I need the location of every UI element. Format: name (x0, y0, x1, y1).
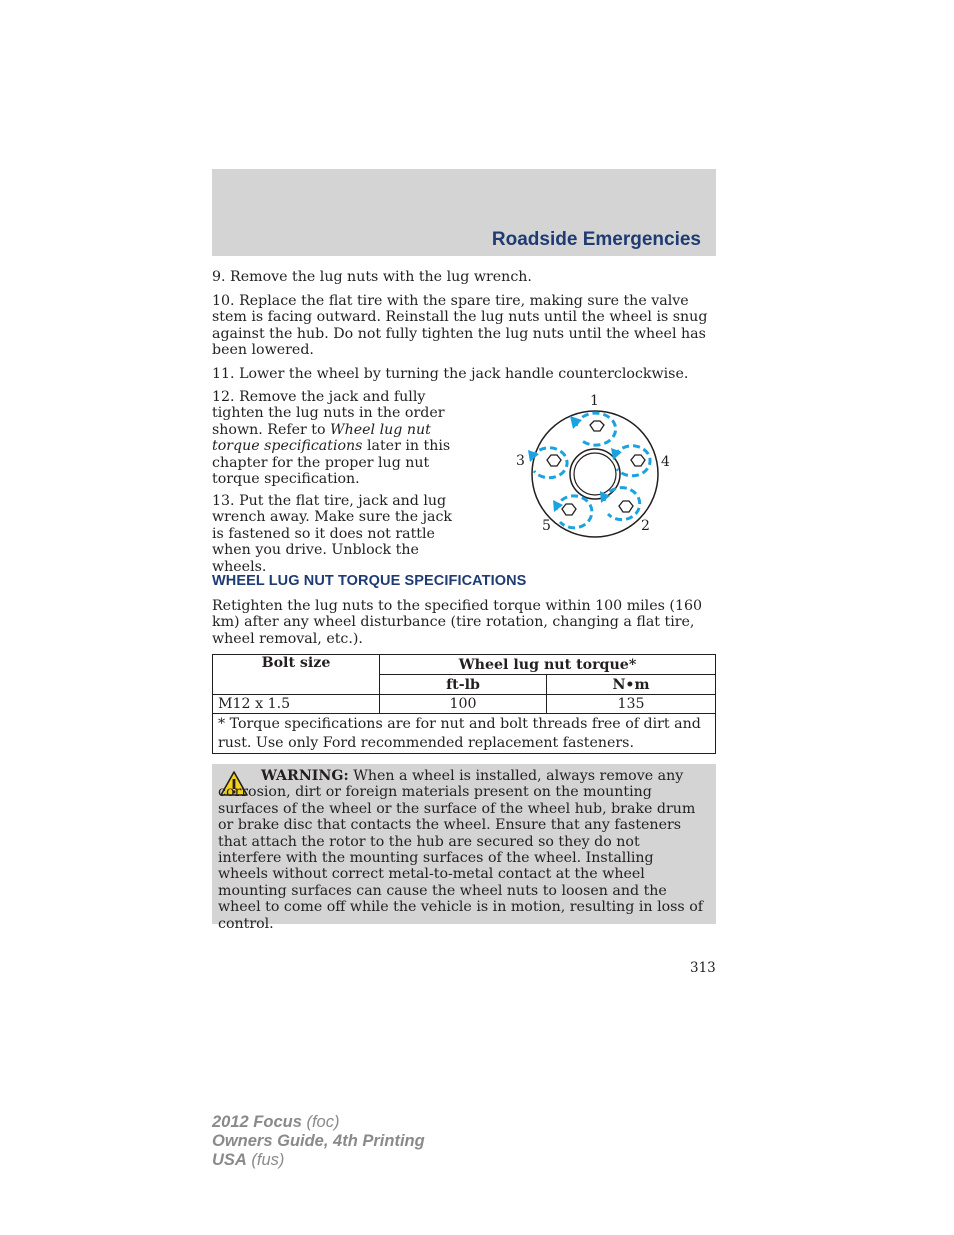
table-note: * Torque specifications are for nut and bolt threads free of dirt and rust. Use only Ford recommended replacement fasteners. (213, 714, 716, 754)
warning-body: When a wheel is installed, always remove any corrosion, dirt or foreign materials present on the mounting surfaces of the wheel or the surface of the wheel hub, brake drum or brake disc that contacts the wheel. Ensure that any fasteners that attach the rotor to the hub are secured so they do not interfere with the mounting surfaces of the wheel. Installing wheels without correct metal-to-metal contact at the wheel mounting surfaces can cause the wheel nuts to loosen and the wheel to come off while the vehicle is in motion, resulting in loss of control. (218, 768, 704, 932)
lug-nut-4 (631, 455, 645, 466)
header-torque: Wheel lug nut torque* (380, 655, 716, 675)
lug-nut-3 (547, 455, 561, 466)
footer-model: 2012 Focus (212, 1113, 302, 1131)
torque-spec-table (212, 654, 716, 754)
table-header-row (213, 655, 716, 675)
warning-text (218, 768, 704, 932)
footer-line-3 (212, 1151, 425, 1170)
label-5: 5 (542, 518, 551, 534)
warning-label: WARNING: (261, 768, 349, 784)
cell-ft-lb: 100 (380, 695, 547, 714)
footer-market-code: (fus) (246, 1151, 285, 1169)
step-9: 9. Remove the lug nuts with the lug wrench. (212, 269, 532, 285)
arrow-heads (528, 416, 622, 512)
step-12-text-b: later in this chapter for the proper lug nut torque specification. (212, 438, 451, 488)
table-row (213, 695, 716, 714)
footer-line-2 (212, 1132, 425, 1151)
section-header-bar (212, 169, 716, 256)
step-13: 13. Put the flat tire, jack and lug wrench away. Make sure the jack is fastened so it does not rattle when you drive. Unblock the wheels. (212, 493, 453, 575)
footer-line-1 (212, 1113, 425, 1132)
label-2: 2 (641, 518, 650, 534)
step-10: 10. Replace the flat tire with the spare tire, making sure the valve stem is facing outward. Reinstall the lug nuts until the wheel is snug against the hub. Do not fully tighten the lug nuts until the wheel has been lowered. (212, 293, 708, 359)
step-12-text-a: 12. Remove the jack and fully tighten the lug nuts in the order shown. Refer to (212, 389, 445, 438)
lug-nut-2 (619, 501, 633, 512)
lug-nut-1 (590, 421, 604, 431)
header-ft-lb: ft-lb (380, 675, 547, 695)
footer-market: USA (212, 1151, 247, 1169)
header-nm: N•m (547, 675, 716, 695)
step-12-reference: Wheel lug nut torque specifications (212, 421, 431, 455)
lug-nut-5 (562, 504, 576, 515)
cell-nm: 135 (547, 695, 716, 714)
lug-nut-order-diagram (508, 388, 683, 540)
table-note-row (213, 714, 716, 754)
label-1: 1 (590, 393, 599, 409)
label-3: 3 (516, 453, 525, 469)
footer-guide: Owners Guide, 4th Printing (212, 1132, 425, 1150)
section-heading: WHEEL LUG NUT TORQUE SPECIFICATIONS (212, 573, 527, 589)
footer (212, 1113, 425, 1170)
label-4: 4 (661, 454, 670, 470)
hub-inner (574, 453, 616, 495)
warning-box (212, 764, 716, 932)
cell-bolt-size: M12 x 1.5 (213, 695, 380, 714)
section-title: Roadside Emergencies (491, 229, 701, 250)
step-11: 11. Lower the wheel by turning the jack handle counterclockwise. (212, 366, 689, 382)
page-number: 313 (690, 960, 716, 976)
section-intro: Retighten the lug nuts to the specified torque within 100 miles (160 km) after any wheel disturbance (tire rotation, changing a flat tire, wheel removal, etc.). (212, 598, 703, 647)
footer-model-code: (foc) (301, 1113, 340, 1131)
step-12 (212, 389, 462, 487)
header-bolt-size: Bolt size (213, 655, 380, 695)
